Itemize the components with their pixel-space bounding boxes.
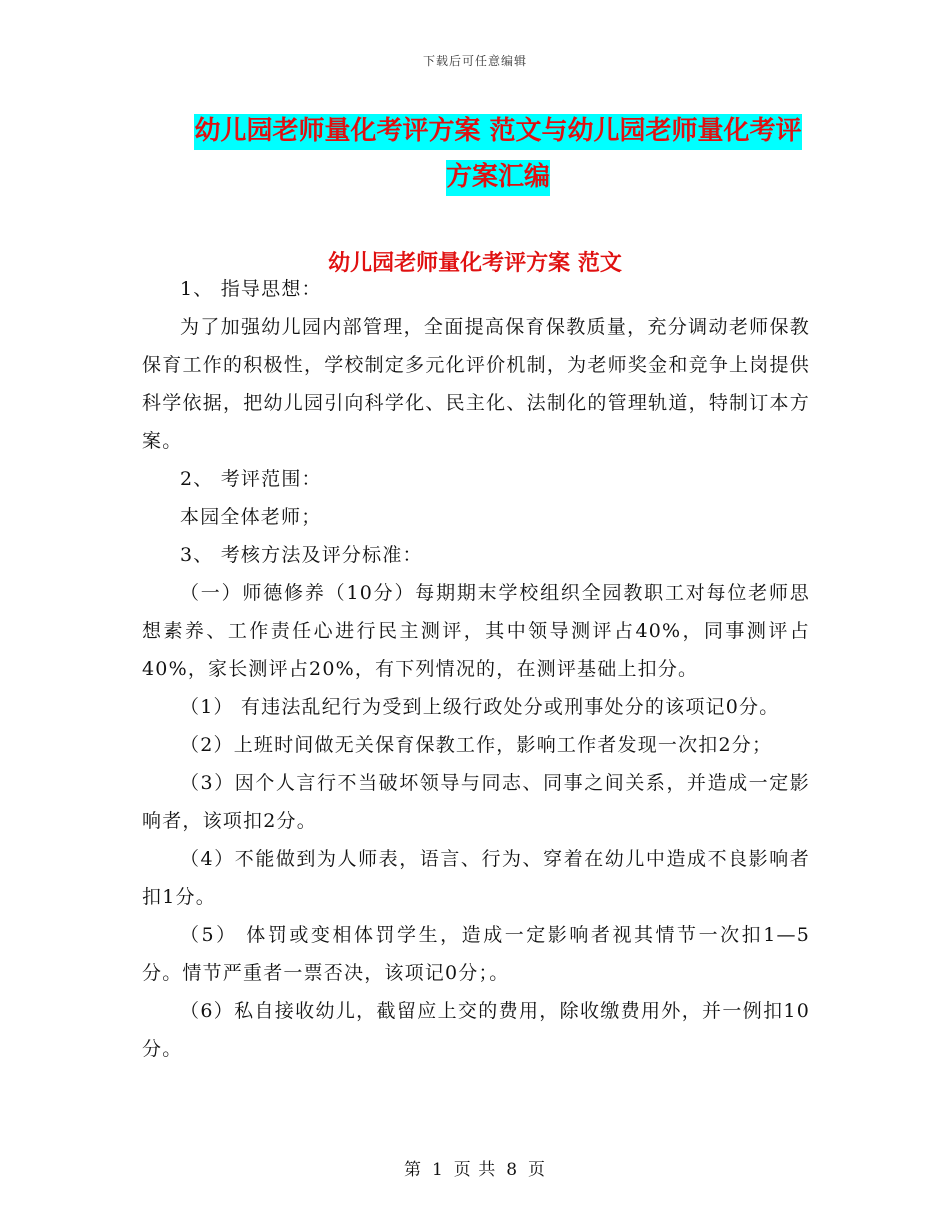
paragraph-ethics: （一）师德修养（10分）每期期末学校组织全园教职工对每位老师思想素养、工作责任心进行民主测评，其中领导测评占40%，同事测评占40%，家长测评占20%，有下列情况的，在测评基础上扣分。 <box>142 582 810 680</box>
paragraph-scope: 本园全体老师； <box>180 506 322 528</box>
footer-suffix: 页 <box>528 1160 547 1180</box>
paragraph-scope-heading: 2、 考评范围： <box>180 468 322 490</box>
header-note: 下载后可任意编辑 <box>422 54 527 68</box>
paragraph-method-heading: 3、 考核方法及评分标准： <box>180 544 423 566</box>
footer-page-number: 1 <box>431 1160 444 1180</box>
paragraph-item-6: （6）私自接收幼儿，截留应上交的费用，除收缴费用外，并一例扣10分。 <box>142 1000 810 1060</box>
page-footer <box>0 1155 950 1180</box>
footer-total-pages: 8 <box>506 1160 519 1180</box>
footer-prefix: 第 <box>403 1160 422 1180</box>
paragraph-item-4: （4）不能做到为人师表，语言、行为、穿着在幼儿中造成不良影响者扣1分。 <box>142 848 810 908</box>
paragraph-item-3: （3）因个人言行不当破坏领导与同志、同事之间关系，并造成一定影响者，该项扣2分。 <box>142 772 810 832</box>
section-title: 幼儿园老师量化考评方案 范文 <box>328 251 622 276</box>
paragraph-item-2: （2）上班时间做无关保育保教工作，影响工作者发现一次扣2分； <box>180 734 773 756</box>
document-title-line-1: 幼儿园老师量化考评方案 范文与幼儿园老师量化考评 <box>194 114 801 150</box>
document-body <box>142 270 810 1068</box>
paragraph-guiding-ideology: 为了加强幼儿园内部管理，全面提高保育保教质量，充分调动老师保教保育工作的积极性，学校制定多元化评价机制，为老师奖金和竞争上岗提供科学依据，把幼儿园引向科学化、民主化、法制化的管理轨道，特制订本方案。 <box>142 316 810 452</box>
footer-mid: 页 共 <box>453 1160 497 1180</box>
document-title-line-2: 方案汇编 <box>446 160 550 196</box>
paragraph-item-5: （5） 体罚或变相体罚学生，造成一定影响者视其情节一次扣1—5分。情节严重者一票否决，该项记0分；。 <box>142 924 810 984</box>
paragraph-item-1: （1） 有违法乱纪行为受到上级行政处分或刑事处分的该项记0分。 <box>180 696 780 718</box>
paragraph-guiding-ideology-heading: 1、 指导思想： <box>180 278 322 300</box>
document-title <box>186 108 810 200</box>
